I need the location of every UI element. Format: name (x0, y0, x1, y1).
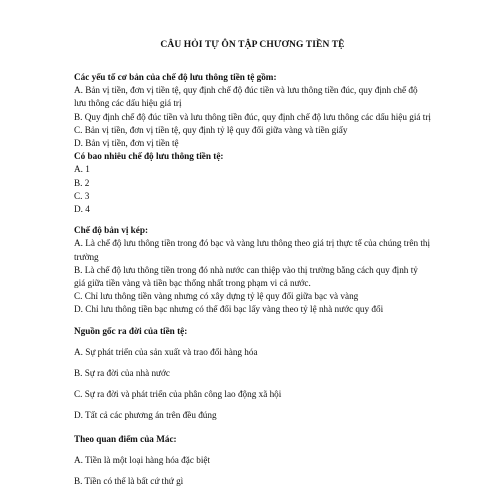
answer-option: D. Tất cả các phương án trên đều đúng (74, 410, 217, 421)
page-title: CÂU HỎI TỰ ÔN TẬP CHƯƠNG TIỀN TỆ (160, 40, 345, 50)
answer-option: D. Bản vị tiền, đơn vị tiền tệ (74, 138, 179, 149)
answer-option: C. Sự ra đời và phát triển của phân công lao động xã hội (74, 389, 282, 400)
answer-option: A. Bản vị tiền, đơn vị tiền tệ, quy định chế độ đúc tiền và lưu thông tiền đúc, quy định chế độ lưu thông các dấu hiệu giá trị (74, 85, 418, 109)
answer-option: C. 3 (74, 190, 90, 201)
answer-option: B. Là chế độ lưu thông tiền trong đó nhà nước can thiệp vào thị trường bằng cách quy định tỷ giá giữa tiền vàng và tiền bạc thống nhất trong phạm vi cả nước. (74, 264, 418, 289)
answer-option: D. Chỉ lưu thông tiền bạc nhưng có thể đổi bạc lấy vàng theo tỷ lệ nhà nước quy đổi (74, 304, 384, 315)
answer-option: D. 4 (74, 204, 90, 215)
question-text: Có bao nhiêu chế độ lưu thông tiền tệ: (74, 151, 224, 162)
answer-option: B. Sự ra đời của nhà nước (74, 368, 170, 379)
answer-option: C. Bản vị tiền, đơn vị tiền tệ, quy định tỷ lệ quy đổi giữa vàng và tiền giấy (74, 124, 348, 135)
question-text: Nguồn gốc ra đời của tiền tệ: (74, 325, 188, 336)
question-block-1 (74, 71, 431, 150)
question-text: Chế độ bản vị kép: (74, 225, 149, 236)
answer-option: B. Quy định chế độ đúc tiền và lưu thông tiền đúc, quy định chế độ lưu thông các dấu hiệu giá trị (74, 111, 431, 122)
answer-option: A. Là chế độ lưu thông tiền trong đó bạc và vàng lưu thông theo giá trị thực tế của chúng trên thị trường (74, 238, 431, 262)
question-text: Theo quan điểm của Mác: (74, 433, 177, 444)
question-block-2 (74, 150, 431, 216)
answer-option: B. 2 (74, 177, 90, 188)
question-block-3 (74, 224, 431, 316)
question-block-4 (74, 325, 431, 423)
question-text: Các yếu tố cơ bản của chế độ lưu thông tiền tệ gồm: (74, 72, 277, 82)
question-block-5 (74, 433, 431, 489)
answer-option: C. Chỉ lưu thông tiền vàng nhưng có xây dựng tỷ lệ quy đổi giữa bạc và vàng (74, 291, 359, 302)
answer-option: A. Tiền là một loại hàng hóa đặc biệt (74, 454, 211, 465)
answer-option: B. Tiền có thể là bất cứ thứ gì (74, 476, 184, 487)
answer-option: A. Sự phát triển của sản xuất và trao đổi hàng hóa (74, 346, 258, 357)
answer-option: A. 1 (74, 164, 90, 175)
